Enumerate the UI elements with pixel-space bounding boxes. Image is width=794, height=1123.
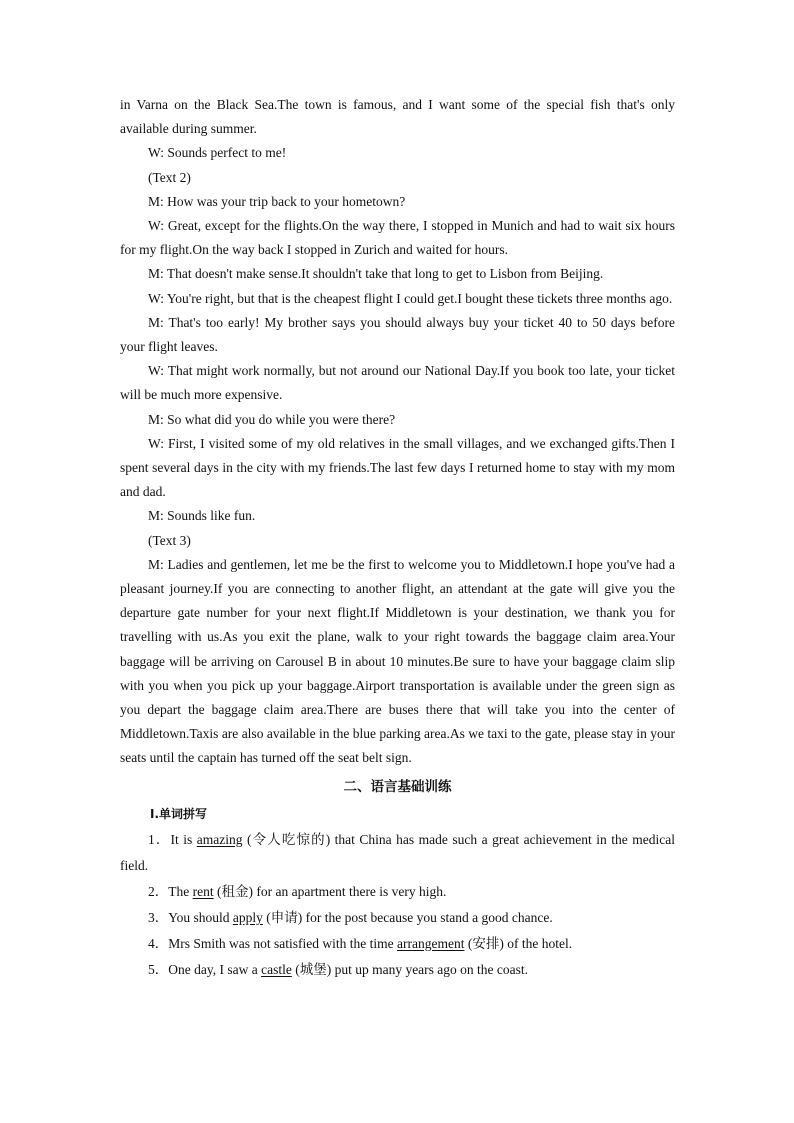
dialogue-line: M: Sounds like fun. [148, 508, 256, 524]
answer-blank: amazing [196, 831, 243, 847]
exercise-item [120, 931, 675, 957]
exercise-number: 5． [148, 961, 169, 977]
exercise-text-after: (令人吃惊的) that China has made such a great achievement in the medical field. [120, 831, 675, 873]
text-label: (Text 2) [148, 169, 191, 185]
exercise-text-after: (租金) for an apartment there is very high. [213, 883, 447, 899]
dialogue-line: M: That doesn't make sense.It shouldn't take that long to get to Lisbon from Beijing. [148, 266, 604, 282]
section-title: 二、语言基础训练 [343, 778, 452, 795]
announcement-paragraph: M: Ladies and gentlemen, let me be the first to welcome you to Middletown.I hope you've had a pleasant journey.If you are connecting to another flight, an attendant at the gate will give you the departure gate number for your next flight.If Middletown is your destination, we thank you for travelling with us.As you exit the plane, walk to your right towards the baggage claim area.Your baggage will be arriving on Carousel B in about 10 minutes.Be sure to have your baggage claim slip with you when you pick up your baggage.Airport transportation is available under the green sign as you depart the baggage claim area.There are buses there that will take you into the center of Middletown.Taxis are also available in the blue parking area.As we taxi to the gate, please stay in your seats until the captain has turned off the seat belt sign. [120, 556, 675, 766]
exercise-number: 3． [148, 909, 169, 925]
exercise-text-before: You should [168, 909, 233, 925]
exercise-text-before: One day, I saw a [168, 961, 262, 977]
answer-blank: rent [192, 883, 214, 899]
exercise-number: 1． [148, 831, 171, 847]
paragraph-continuation: in Varna on the Black Sea.The town is famous, and I want some of the special fish that's only available during summer. [120, 97, 675, 137]
exercise-item [120, 827, 675, 879]
exercise-number: 2． [148, 883, 169, 899]
exercise-text-after: (安排) of the hotel. [464, 935, 573, 951]
exercise-item [120, 879, 675, 905]
exercise-text-before: It is [170, 831, 197, 847]
answer-blank: apply [232, 909, 263, 925]
dialogue-line: W: You're right, but that is the cheapest flight I could get.I bought these tickets three months ago. [148, 290, 673, 306]
subsection-title: Ⅰ.单词拼写 [150, 806, 208, 821]
dialogue-line: M: That's too early! My brother says you should always buy your ticket 40 to 50 days before your flight leaves. [120, 314, 675, 355]
dialogue-line: W: First, I visited some of my old relatives in the small villages, and we exchanged gifts.Then I spent several days in the city with my friends.The last few days I returned home to stay with my mom and dad. [120, 435, 675, 500]
exercise-item [120, 905, 675, 931]
exercise-number: 4． [148, 935, 169, 951]
listening-transcript [120, 93, 675, 771]
exercise-text-after: (申请) for the post because you stand a good chance. [262, 909, 553, 925]
dialogue-line: W: Great, except for the flights.On the way there, I stopped in Munich and had to wait six hours for my flight.On the way back I stopped in Zurich and waited for hours. [120, 218, 675, 258]
exercise-item [120, 957, 675, 983]
exercise-text-after: (城堡) put up many years ago on the coast. [291, 961, 529, 977]
dialogue-line: W: Sounds perfect to me! [148, 145, 287, 161]
text-label: (Text 3) [148, 532, 191, 548]
exercise-text-before: Mrs Smith was not satisfied with the time [168, 935, 397, 951]
exercise-list [120, 827, 675, 983]
exercise-text-before: The [168, 883, 193, 899]
dialogue-line: W: That might work normally, but not around our National Day.If you book too late, your ticket will be much more expensive. [120, 363, 675, 403]
dialogue-line: M: How was your trip back to your hometown? [148, 193, 406, 209]
dialogue-line: M: So what did you do while you were there? [148, 411, 396, 427]
answer-blank: arrangement [397, 935, 465, 951]
answer-blank: castle [261, 961, 292, 977]
